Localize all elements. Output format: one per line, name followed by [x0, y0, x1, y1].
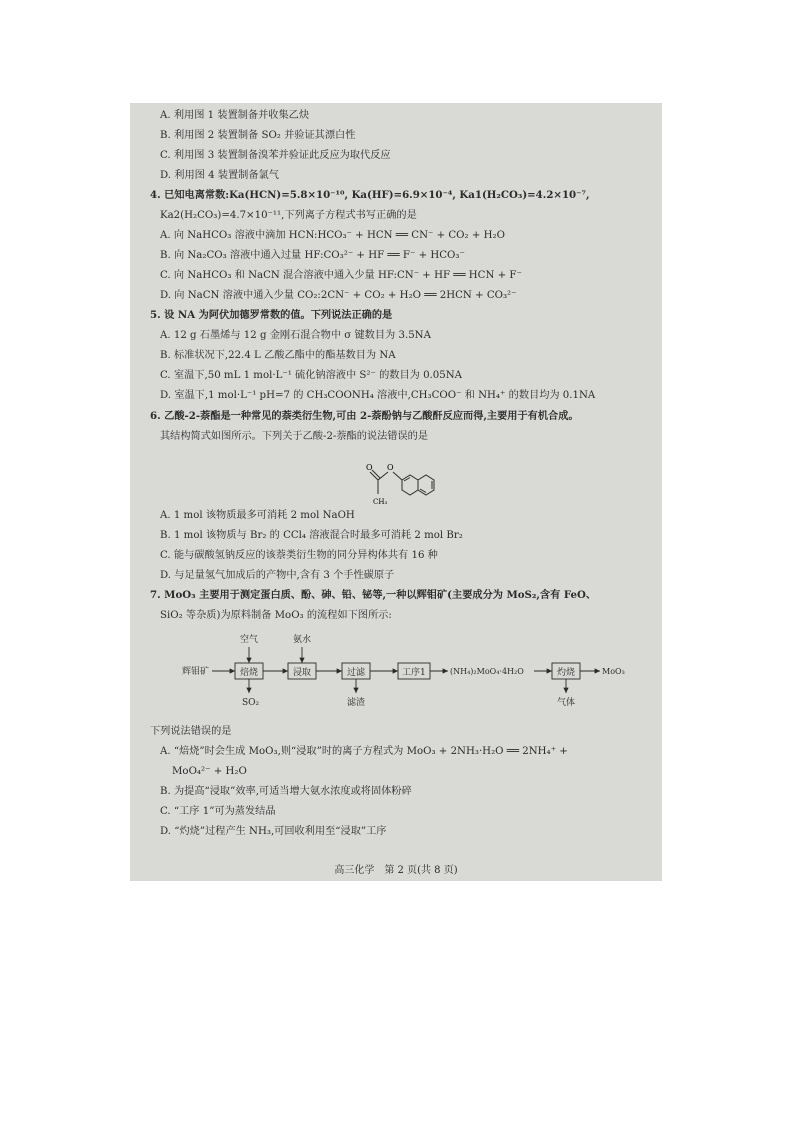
q7-stem-line1: 7. MoO₃ 主要用于测定蛋白质、酚、砷、铅、铋等,一种以辉钼矿(主要成分为 MoS₂,含有 FeO、	[150, 589, 597, 601]
carbonyl-oxygen-label: O	[366, 463, 373, 472]
flow-raw-material: 辉钼矿	[182, 667, 210, 677]
q6-option-b: B. 1 mol 该物质与 Br₂ 的 CCl₄ 溶液混合时最多可消耗 2 mol Br₂	[160, 530, 463, 541]
q7-option-c: C. “工序 1”可为蒸发结晶	[160, 806, 276, 817]
q4-stem-line2: Ka2(H₂CO₃)=4.7×10⁻¹¹,下列离子方程式书写正确的是	[160, 210, 417, 221]
q4-option-c: C. 向 NaHCO₃ 和 NaCN 混合溶液中通入少量 HF:CN⁻ + HF ══ HCN + F⁻	[160, 270, 522, 281]
q6-option-d: D. 与足量氢气加成后的产物中,含有 3 个手性碳原子	[160, 570, 395, 581]
flow-leach: 浸取	[293, 668, 312, 678]
q7-option-a-line1: A. “焙烧”时会生成 MoO₃,则“浸取”时的离子方程式为 MoO₃ + 2NH₃·H₂O ══ 2NH₄⁺ +	[160, 746, 568, 757]
q4-option-b: B. 向 Na₂CO₃ 溶液中通入过量 HF:CO₃²⁻ + HF ══ F⁻ + HCO₃⁻	[160, 250, 465, 261]
flow-process1: 工序1	[402, 668, 426, 678]
flow-ammonia: 氨水	[293, 635, 312, 645]
exam-page	[130, 103, 662, 881]
flow-filter: 过滤	[347, 668, 366, 678]
q4-stem-line1: 4. 已知电离常数:Ka(HCN)=5.8×10⁻¹⁰, Ka(HF)=6.9×10⁻⁴, Ka1(H₂CO₃)=4.2×10⁻⁷,	[150, 189, 590, 201]
q6-stem-line2: 其结构简式如图所示。下列关于乙酸-2-萘酯的说法错误的是	[160, 431, 429, 442]
q3-option-a: A. 利用图 1 装置制备并收集乙炔	[160, 110, 310, 121]
q6-stem-line1: 6. 乙酸-2-萘酯是一种常见的萘类衍生物,可由 2-萘酚钠与乙酸酐反应而得,主要用于有机合成。	[150, 410, 579, 422]
q5-option-d: D. 室温下,1 mol·L⁻¹ pH=7 的 CH₃COONH₄ 溶液中,CH₃COO⁻ 和 NH₄⁺ 的数目均为 0.1NA	[160, 390, 596, 401]
flow-air: 空气	[240, 635, 259, 645]
q7-option-d: D. “灼烧”过程产生 NH₃,可回收利用至“浸取”工序	[160, 826, 387, 837]
carbonyl-double-bond	[372, 470, 380, 478]
flow-product: MoO₃	[602, 667, 625, 676]
q6-option-a: A. 1 mol 该物质最多可消耗 2 mol NaOH	[160, 510, 355, 521]
flow-calcine: 灼烧	[557, 668, 576, 678]
carbonyl-bond	[370, 472, 378, 480]
methyl-label: CH₃	[373, 498, 388, 506]
q7-stem-line2: SiO₂ 等杂质)为原料制备 MoO₃ 的流程如下图所示:	[160, 610, 392, 621]
flow-so2: SO₂	[242, 698, 260, 708]
q4-option-d: D. 向 NaCN 溶液中通入少量 CO₂:2CN⁻ + CO₂ + H₂O ══ 2HCN + CO₃²⁻	[160, 290, 517, 301]
naphthyl-acetate-structure	[360, 450, 460, 510]
flow-intermediate: (NH₄)₂MoO₄·4H₂O	[450, 667, 524, 676]
q5-stem: 5. 设 NA 为阿伏加德罗常数的值。下列说法正确的是	[150, 309, 393, 321]
q3-option-c: C. 利用图 3 装置制备溴苯并验证此反应为取代反应	[160, 150, 391, 161]
q7-option-a-line2: MoO₄²⁻ + H₂O	[172, 766, 247, 777]
flow-gas: 气体	[557, 698, 576, 708]
q5-option-a: A. 12 g 石墨烯与 12 g 金刚石混合物中 σ 键数目为 3.5NA	[160, 330, 431, 341]
ester-oxygen-label: O	[387, 463, 394, 472]
q5-option-c: C. 室温下,50 mL 1 mol·L⁻¹ 硫化钠溶液中 S²⁻ 的数目为 0.05NA	[160, 370, 463, 381]
q7-ask: 下列说法错误的是	[150, 726, 232, 737]
q4-option-a: A. 向 NaHCO₃ 溶液中滴加 HCN:HCO₃⁻ + HCN ══ CN⁻ + CO₂ + H₂O	[160, 230, 505, 241]
q7-option-b: B. 为提高“浸取”效率,可适当增大氨水浓度或将固体粉碎	[160, 786, 412, 797]
q6-option-c: C. 能与碳酸氢钠反应的该萘类衍生物的同分异构体共有 16 种	[160, 550, 438, 561]
flow-residue: 滤渣	[347, 698, 366, 708]
q5-option-b: B. 标准状况下,22.4 L 乙酸乙酯中的酯基数目为 NA	[160, 350, 396, 361]
q3-option-b: B. 利用图 2 装置制备 SO₂ 并验证其漂白性	[160, 130, 356, 141]
flow-roast: 焙烧	[240, 668, 259, 678]
ester-bond-right	[393, 472, 402, 480]
ester-bond-left	[378, 472, 388, 480]
process-flow-diagram	[180, 631, 650, 716]
q3-option-d: D. 利用图 4 装置制备氯气	[160, 170, 279, 181]
page-footer: 高三化学 第 2 页(共 8 页)	[334, 865, 458, 876]
